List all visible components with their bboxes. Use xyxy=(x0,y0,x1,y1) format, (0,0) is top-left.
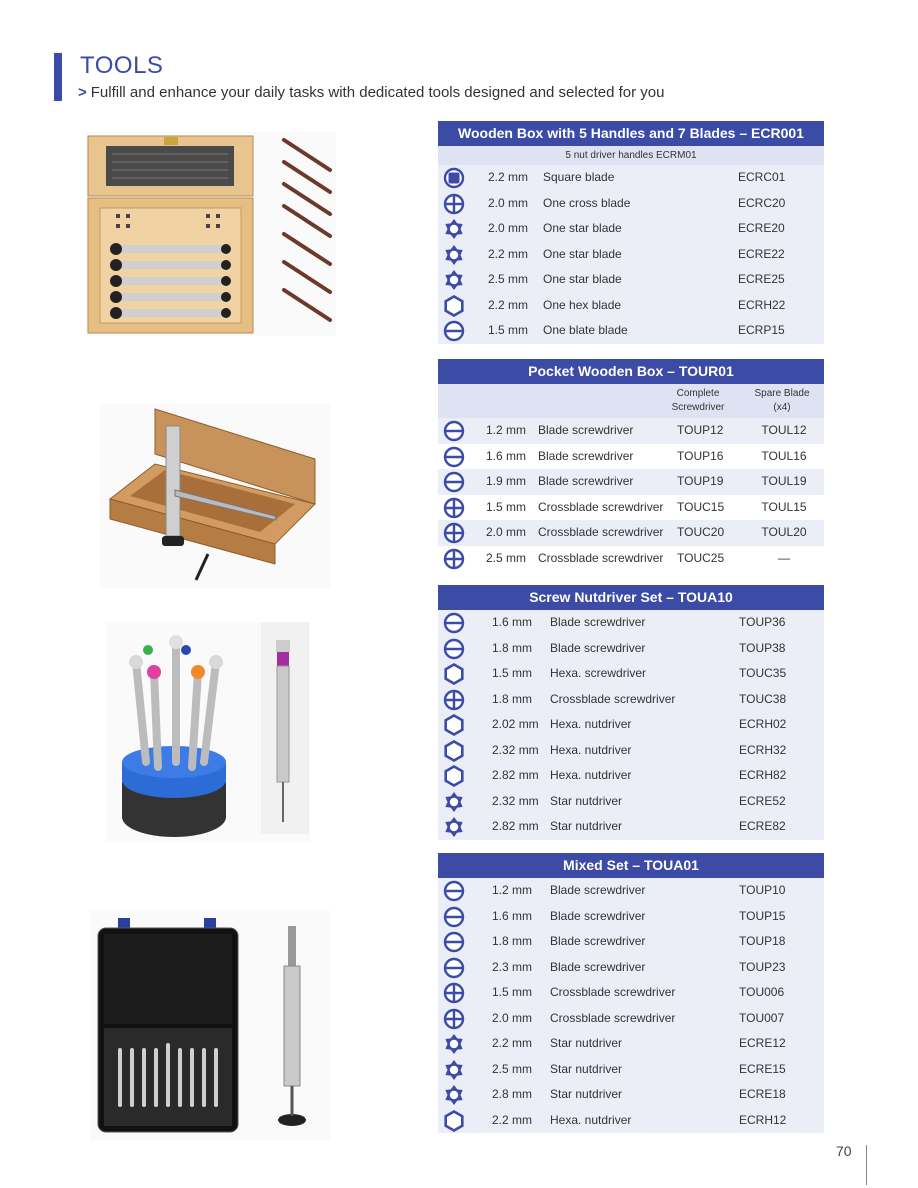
page-number: 70 xyxy=(836,1143,852,1159)
cross-tip-icon xyxy=(443,522,465,544)
cell-size: 2.2 mm xyxy=(488,297,529,312)
table-pocket-wooden-box-tour01 xyxy=(438,359,824,571)
table-row xyxy=(438,1108,824,1134)
table-row xyxy=(438,687,824,713)
cell-desc: Star nutdriver xyxy=(550,1036,623,1050)
cell-desc: Hexa. screwdriver xyxy=(550,666,647,680)
table-row xyxy=(438,955,824,981)
table-row xyxy=(438,191,824,217)
cell-ref: TOUP36 xyxy=(739,615,786,629)
cell-ref: ECRH22 xyxy=(738,297,786,312)
cell-ref: ECRE20 xyxy=(738,221,785,235)
cell-ref: TOUC25 xyxy=(677,550,725,565)
page-subtitle-text: Fulfill and enhance your daily tasks with dedicated tools designed and selected for you xyxy=(90,84,665,101)
cell-desc: Crossblade screwdriver xyxy=(550,691,676,706)
cell-desc: Hexa. nutdriver xyxy=(550,768,632,782)
star-tip-icon xyxy=(443,791,465,813)
cell-size: 2.0 mm xyxy=(486,525,527,539)
table-row xyxy=(438,904,824,930)
blade-tip-icon xyxy=(443,612,465,634)
cell-desc: Star nutdriver xyxy=(550,819,623,833)
star-tip-icon xyxy=(443,1084,465,1106)
page-subtitle xyxy=(78,84,664,101)
pocket-wooden-box-tour01-photo xyxy=(100,404,330,588)
table-title: Screw Nutdriver Set – TOUA10 xyxy=(438,585,824,610)
cell-ref: TOU007 xyxy=(739,1010,785,1025)
cell-size: 2.3 mm xyxy=(492,959,533,974)
cell-spare: TOUL15 xyxy=(761,499,807,514)
table-row xyxy=(438,165,824,191)
cell-ref: ECRE52 xyxy=(739,793,786,808)
cell-size: 1.5 mm xyxy=(488,323,529,337)
cell-ref: ECRE82 xyxy=(739,819,786,833)
cell-desc: Star nutdriver xyxy=(550,793,623,808)
cell-ref: ECRH02 xyxy=(739,717,787,731)
table-row xyxy=(438,610,824,636)
cell-size: 2.2 mm xyxy=(492,1112,533,1127)
cell-size: 1.2 mm xyxy=(486,423,527,437)
cell-ref: ECRE12 xyxy=(739,1036,786,1050)
cross-tip-icon xyxy=(443,1008,465,1030)
cell-ref: TOUC15 xyxy=(677,499,725,514)
cell-size: 1.8 mm xyxy=(492,640,533,655)
cell-ref: TOUP10 xyxy=(739,883,786,897)
blade-tip-icon xyxy=(443,638,465,660)
cell-size: 1.5 mm xyxy=(492,666,533,680)
blade-tip-icon xyxy=(443,957,465,979)
column-headers xyxy=(438,384,824,418)
cell-ref: TOUP16 xyxy=(677,448,724,463)
cell-desc: Square blade xyxy=(543,170,615,184)
cell-size: 1.6 mm xyxy=(486,448,527,463)
cell-desc: Blade screwdriver xyxy=(538,423,634,437)
cell-size: 2.82 mm xyxy=(492,819,539,833)
cell-spare: — xyxy=(778,550,790,565)
table-row xyxy=(438,520,824,546)
table-row xyxy=(438,495,824,521)
cell-spare: TOUL16 xyxy=(761,448,807,463)
cell-size: 2.32 mm xyxy=(492,793,539,808)
cell-ref: TOUC20 xyxy=(677,525,725,539)
cell-size: 2.2 mm xyxy=(488,246,529,261)
table-wooden-box-ecr001 xyxy=(438,121,824,344)
cell-desc: Star nutdriver xyxy=(550,1061,623,1076)
table-row xyxy=(438,242,824,268)
cell-size: 2.2 mm xyxy=(488,170,529,184)
table-row xyxy=(438,418,824,444)
cell-desc: Crossblade screwdriver xyxy=(550,1010,676,1025)
table-subheader: 5 nut driver handles ECRM01 xyxy=(438,146,824,165)
cell-spare: TOUL20 xyxy=(761,525,807,539)
blade-tip-icon xyxy=(443,931,465,953)
cell-size: 2.82 mm xyxy=(492,768,539,782)
cell-desc: Hexa. nutdriver xyxy=(550,1112,632,1127)
cell-ref: ECRE18 xyxy=(739,1087,786,1101)
table-row xyxy=(438,789,824,815)
table-row xyxy=(438,293,824,319)
star-tip-icon xyxy=(443,218,465,240)
cell-spare: TOUL19 xyxy=(761,474,807,488)
cell-size: 1.6 mm xyxy=(492,615,533,629)
cell-ref: TOUP12 xyxy=(677,423,724,437)
cell-desc: Hexa. nutdriver xyxy=(550,742,632,757)
hex-tip-icon xyxy=(443,765,465,787)
square-tip-icon xyxy=(443,167,465,189)
table-row xyxy=(438,546,824,572)
table-row xyxy=(438,267,824,293)
cell-size: 2.2 mm xyxy=(492,1036,533,1050)
cell-desc: Crossblade screwdriver xyxy=(538,525,664,539)
cell-size: 2.8 mm xyxy=(492,1087,533,1101)
page-title: TOOLS xyxy=(80,52,164,79)
cell-ref: TOUP19 xyxy=(677,474,724,488)
table-row xyxy=(438,318,824,344)
mixed-set-toua01-photo xyxy=(90,910,330,1140)
cell-ref: ECRH82 xyxy=(739,768,787,782)
screw-nutdriver-set-toua10-photo xyxy=(106,622,310,842)
table-row xyxy=(438,814,824,840)
cell-ref: TOUC35 xyxy=(739,666,787,680)
table-row xyxy=(438,636,824,662)
cell-ref: TOU006 xyxy=(739,985,785,999)
cell-ref: ECRH12 xyxy=(739,1112,787,1127)
cell-ref: ECRE15 xyxy=(739,1061,786,1076)
cross-tip-icon xyxy=(443,982,465,1004)
table-row xyxy=(438,929,824,955)
cell-size: 1.6 mm xyxy=(492,908,533,923)
cell-ref: TOUP38 xyxy=(739,640,786,655)
wooden-box-ecr001-photo xyxy=(86,132,336,336)
cross-tip-icon xyxy=(443,193,465,215)
cross-tip-icon xyxy=(443,497,465,519)
cell-size: 2.5 mm xyxy=(486,550,527,565)
table-row xyxy=(438,712,824,738)
column-header-spare: Spare Blade (x4) xyxy=(754,388,810,413)
cell-desc: Crossblade screwdriver xyxy=(550,985,676,999)
cell-desc: One star blade xyxy=(543,272,622,286)
cell-ref: ECRP15 xyxy=(738,323,785,337)
star-tip-icon xyxy=(443,269,465,291)
blade-tip-icon xyxy=(443,320,465,342)
table-row xyxy=(438,216,824,242)
cell-size: 1.9 mm xyxy=(486,474,527,488)
blade-tip-icon xyxy=(443,446,465,468)
cell-ref: TOUC38 xyxy=(739,691,787,706)
table-screw-nutdriver-set-toua10 xyxy=(438,585,824,840)
table-row xyxy=(438,1082,824,1108)
cell-desc: One cross blade xyxy=(543,195,631,210)
cell-ref: TOUP15 xyxy=(739,908,786,923)
cross-tip-icon xyxy=(443,689,465,711)
star-tip-icon xyxy=(443,244,465,266)
table-row xyxy=(438,1031,824,1057)
cell-desc: One hex blade xyxy=(543,297,622,312)
table-row xyxy=(438,763,824,789)
cell-size: 2.32 mm xyxy=(492,742,539,757)
table-row xyxy=(438,661,824,687)
cell-ref: TOUP18 xyxy=(739,934,786,948)
cell-size: 1.8 mm xyxy=(492,691,533,706)
cell-size: 2.0 mm xyxy=(488,195,529,210)
table-row xyxy=(438,1006,824,1032)
column-header-complete: Complete Screwdriver xyxy=(671,388,725,413)
cell-desc: Hexa. nutdriver xyxy=(550,717,632,731)
cell-ref: ECRE22 xyxy=(738,246,785,261)
cross-tip-icon xyxy=(443,548,465,570)
cell-desc: Blade screwdriver xyxy=(538,448,634,463)
cell-size: 2.5 mm xyxy=(488,272,529,286)
hex-tip-icon xyxy=(443,1110,465,1132)
cell-size: 1.5 mm xyxy=(486,499,527,514)
cell-desc: Crossblade screwdriver xyxy=(538,499,664,514)
cell-size: 2.02 mm xyxy=(492,717,539,731)
cell-desc: Blade screwdriver xyxy=(550,883,646,897)
cell-desc: One star blade xyxy=(543,221,622,235)
cell-desc: Blade screwdriver xyxy=(550,615,646,629)
hex-tip-icon xyxy=(443,714,465,736)
star-tip-icon xyxy=(443,1033,465,1055)
cell-ref: ECRC01 xyxy=(738,170,786,184)
cell-size: 2.5 mm xyxy=(492,1061,533,1076)
chevron-right-icon: > xyxy=(78,84,87,101)
cell-size: 2.0 mm xyxy=(492,1010,533,1025)
cell-desc: Blade screwdriver xyxy=(550,640,646,655)
cell-ref: TOUP23 xyxy=(739,959,786,974)
cell-desc: One blate blade xyxy=(543,323,628,337)
table-title: Mixed Set – TOUA01 xyxy=(438,853,824,878)
table-row xyxy=(438,469,824,495)
cell-spare: TOUL12 xyxy=(761,423,807,437)
table-row xyxy=(438,1057,824,1083)
cell-desc: Blade screwdriver xyxy=(538,474,634,488)
blade-tip-icon xyxy=(443,880,465,902)
hex-tip-icon xyxy=(443,663,465,685)
blade-tip-icon xyxy=(443,420,465,442)
cell-desc: Blade screwdriver xyxy=(550,908,646,923)
table-mixed-set-toua01 xyxy=(438,853,824,1133)
hex-tip-icon xyxy=(443,740,465,762)
table-row xyxy=(438,980,824,1006)
cell-size: 1.2 mm xyxy=(492,883,533,897)
table-row xyxy=(438,738,824,764)
cell-desc: Blade screwdriver xyxy=(550,959,646,974)
cell-desc: Crossblade screwdriver xyxy=(538,550,664,565)
table-title: Pocket Wooden Box – TOUR01 xyxy=(438,359,824,384)
table-row xyxy=(438,878,824,904)
cell-size: 1.5 mm xyxy=(492,985,533,999)
cell-desc: One star blade xyxy=(543,246,622,261)
table-row xyxy=(438,444,824,470)
table-title: Wooden Box with 5 Handles and 7 Blades – ECR001 xyxy=(438,121,824,146)
cell-desc: Blade screwdriver xyxy=(550,934,646,948)
cell-ref: ECRC20 xyxy=(738,195,786,210)
page-number-divider xyxy=(866,1145,867,1185)
star-tip-icon xyxy=(443,1059,465,1081)
cell-ref: ECRH32 xyxy=(739,742,787,757)
star-tip-icon xyxy=(443,816,465,838)
blade-tip-icon xyxy=(443,471,465,493)
cell-desc: Star nutdriver xyxy=(550,1087,623,1101)
cell-ref: ECRE25 xyxy=(738,272,785,286)
cell-size: 1.8 mm xyxy=(492,934,533,948)
header-accent-bar xyxy=(54,53,62,101)
hex-tip-icon xyxy=(443,295,465,317)
blade-tip-icon xyxy=(443,906,465,928)
cell-size: 2.0 mm xyxy=(488,221,529,235)
